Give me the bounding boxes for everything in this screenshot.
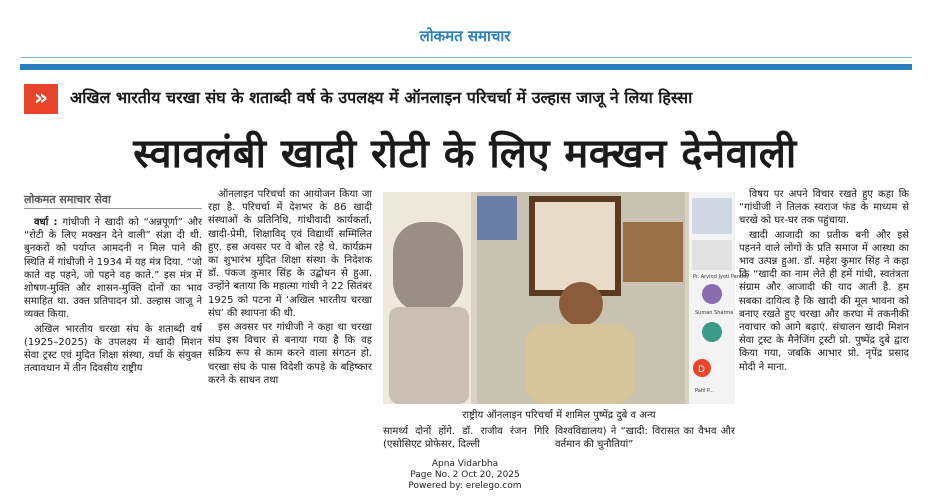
- participant-face: [393, 222, 463, 312]
- avatar: D: [698, 365, 705, 375]
- article-paragraph: ऑनलाइन परिचर्चा का आयोजन किया जा रहा है. परिचर्चा में देशभर के 86 खादी संस्थाओं के प्रतिनिधि, गांधीवादी कार्यकर्ता, खादी-प्रेमी, शिक्षाविद् एवं विद्यार्थी सम्मिलित हुए. इस अवसर पर वे बोल रहे थे. कार्यक्रम का शुभारंभ मुदित शिक्षा संस्था के निदेशक डॉ. पंकज कुमार सिंह के उद्बोधन से हुआ. उन्होंने बताया कि महात्मा गांधी ने 22 सितंबर 1925 को पटना में ‘अखिल भारतीय चरखा संघ’ की स्थापना की थी.: [208, 189, 372, 319]
- news-photo: [383, 192, 750, 404]
- photo-caption: राष्ट्रीय ऑनलाइन परिचर्चा में शामिल पुष्पेंद्र दुबे व अन्य: [462, 410, 656, 421]
- video-call-screenshot: [383, 192, 750, 404]
- participant-body: [389, 307, 469, 404]
- main-headline: स्वावलंबी खादी रोटी के लिए मक्खन देनेवाली: [133, 131, 797, 177]
- speaker-body: [525, 324, 635, 404]
- article-paragraph: खादी आजादी का प्रतीक बनी और इसे पहनने वाले लोगों के प्रति समाज में आस्था का भाव उत्पन्न हुआ. डॉ. महेश कुमार सिंह ने कहा कि “खादी का नाम लेते ही हमें गांधी, स्वतंत्रता संग्राम और आजादी की याद आती है. हम सबका दायित्व है कि खादी की मूल भावना को बनाए रखते हुए चरखा और करघा में तकनीकी नवाचार को आगे बढ़ाएं. संचालन खादी मिशन सेवा ट्रस्ट के मैनेजिंग ट्रस्टी प्रो. पुष्पेंद्र दुबे द्वारा किया गया, जबकि आभार प्रो. नृपेंद्र प्रसाद मोदी ने माना.: [739, 229, 909, 373]
- cabinet: [623, 222, 683, 282]
- byline-rule: [24, 208, 202, 209]
- article-paragraph: विषय पर अपने विचार रखते हुए कहा कि “गांधीजी ने तिलक स्वराज फंड के माध्यम से चरखे को घर-घर तक पहुंचाया.: [739, 189, 909, 227]
- kicker-headline: अखिल भारतीय चरखा संघ के शताब्दी वर्ष के उपलक्ष्य में ऑनलाइन परिचर्चा में उल्हास जाजू ने लिया हिस्सा: [70, 88, 693, 107]
- page-footer: [0, 459, 930, 492]
- article-column-3-bottom: विश्वविद्यालय) ने “खादी: विरासत का वैभव और वर्तमान की चुनौतियां”: [555, 426, 735, 451]
- picture-frame-small: [477, 196, 517, 240]
- paragraph-text: गांधीजी ने खादी को “अन्नपूर्णा” और “रोटी के लिए मक्खन देने वाली” संज्ञा दी थी. बुनकरों को पर्याप्त आमदनी न मिल पाने की स्थिति में गांधीजी ने 1934 में यह मंत्र दिया. “जो काते वह पहने, जो पहने वह काते.” इस मंत्र में शोषण-मुक्ति और शासन-मुक्ति दोनों का भाव समाहित था. उक्त प्रतिपादन प्रो. उल्हास जाजू ने व्यक्त किया.: [24, 217, 203, 321]
- masthead: लोकमत समाचार: [419, 27, 511, 45]
- tile-label: Pr. Arvind Jyoti Pandey: [693, 274, 750, 280]
- article-paragraph: इस अवसर पर गांधीजी ने कहा था चरखा संघ इस विचार से बनाया गया है कि वह सक्रिय रूप से काम करने वाला संगठन हो. चरखा संघ के पास विदेशी कपड़े के बहिष्कार करने के साधन तथा: [208, 322, 372, 386]
- article-paragraph: [24, 216, 202, 322]
- double-chevron-icon: »: [24, 84, 58, 114]
- portrait: [535, 202, 615, 290]
- article-column-2-bottom: सामर्थ्य दोनों होंगे. डॉ. राजीव रंजन गिरि (एसोसिएट प्रोफेसर, दिल्ली: [383, 426, 549, 451]
- masthead-rule-thick: [20, 64, 912, 70]
- dateline: वर्धा :: [34, 217, 58, 228]
- footer-publication: Apna Vidarbha: [431, 459, 499, 469]
- footer-powered-by: Powered by: erelego.com: [408, 481, 522, 491]
- speaker-head: [559, 282, 603, 326]
- tile-label: Pahl P...: [695, 388, 715, 394]
- tile-label: Suman Sharma: [695, 310, 734, 316]
- byline: लोकमत समाचार सेवा: [24, 193, 111, 206]
- article-column-2: [208, 188, 372, 452]
- masthead-rule-thin: [20, 57, 912, 58]
- footer-page-date: Page No. 2 Oct 20, 2025: [410, 470, 520, 480]
- article-paragraph: अखिल भारतीय चरखा संघ के शताब्दी वर्ष (1925–2025) के उपलक्ष्य में खादी मिशन सेवा ट्रस्ट एवं मुदित शिक्षा संस्था, वर्धा के संयुक्त तत्वावधान में तीन दिवसीय राष्ट्रीय: [24, 323, 202, 375]
- article-column-1: [24, 216, 202, 450]
- article-column-4: [739, 188, 909, 452]
